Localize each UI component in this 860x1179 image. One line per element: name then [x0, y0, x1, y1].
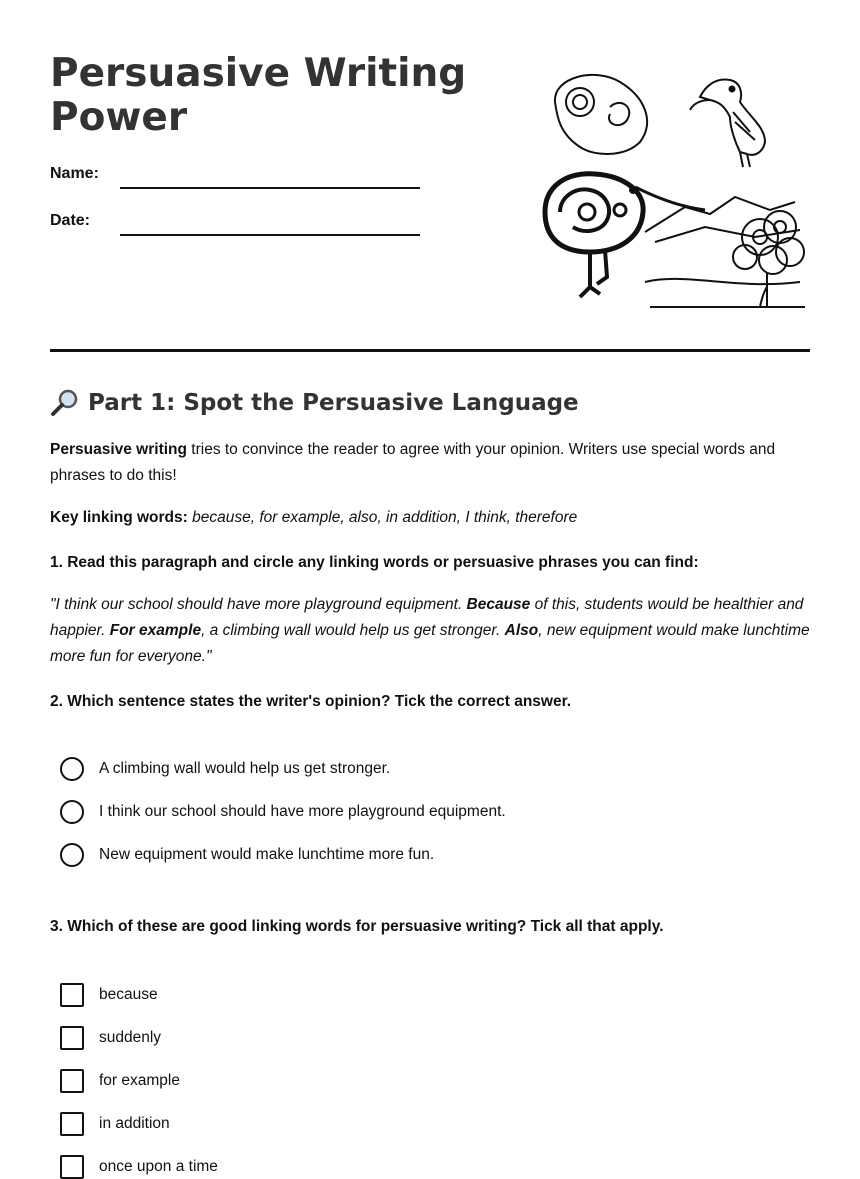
persuasive-paragraph	[50, 592, 810, 670]
checkbox[interactable]	[60, 1026, 84, 1050]
intro-paragraph	[50, 437, 810, 489]
tui-bird-icon	[690, 79, 765, 167]
maori-art-illustration	[535, 62, 815, 332]
intro-text: tries to convince the reader to agree with your opinion. Writers use special words and phrases to do this!	[50, 441, 776, 484]
key-words-line	[50, 505, 810, 531]
linking-word: Because	[466, 596, 531, 613]
linking-word: For example	[109, 622, 202, 639]
q3-option-label: because	[99, 986, 158, 1003]
q3-option[interactable]	[60, 1155, 218, 1179]
radio-button[interactable]	[60, 800, 84, 824]
q2-option-label: I think our school should have more playground equipment.	[99, 803, 506, 820]
checkbox[interactable]	[60, 1069, 84, 1093]
date-field[interactable]	[120, 234, 420, 236]
q3-option[interactable]	[60, 1026, 161, 1050]
q3-option-label: once upon a time	[99, 1158, 218, 1175]
checkbox[interactable]	[60, 1112, 84, 1136]
q2-option-label: New equipment would make lunchtime more fun.	[99, 846, 435, 863]
q3-option-label: in addition	[99, 1115, 170, 1132]
name-field[interactable]	[120, 187, 420, 189]
question-2: 2. Which sentence states the writer's opinion? Tick the correct answer.	[50, 693, 572, 710]
paragraph-text: , new equipment would make lunchtime more fun for everyone."	[50, 622, 810, 665]
tree-icon	[733, 211, 804, 307]
checkbox[interactable]	[60, 1155, 84, 1179]
q2-option-label: A climbing wall would help us get stronger.	[99, 760, 391, 777]
page-title: Persuasive Writing Power	[50, 51, 467, 140]
q2-option[interactable]	[60, 800, 506, 824]
radio-button[interactable]	[60, 843, 84, 867]
question-1: 1. Read this paragraph and circle any linking words or persuasive phrases you can find:	[50, 554, 699, 571]
key-words-label: Key linking words:	[50, 509, 188, 526]
part1-heading-text: Part 1: Spot the Persuasive Language	[88, 390, 579, 416]
q3-option[interactable]	[60, 1069, 180, 1093]
linking-word: Also	[504, 622, 539, 639]
header-divider	[50, 349, 810, 352]
landscape-icon	[645, 197, 805, 307]
q2-option[interactable]	[60, 843, 434, 867]
part1-heading	[50, 388, 579, 418]
paragraph-text: "I think our school should have more playground equipment.	[50, 596, 467, 613]
checkbox[interactable]	[60, 983, 84, 1007]
paragraph-text: , a climbing wall would help us get stronger.	[201, 622, 505, 639]
q3-option-label: for example	[99, 1072, 180, 1089]
intro-bold: Persuasive writing	[50, 441, 187, 458]
q2-option[interactable]	[60, 757, 390, 781]
key-words-list: because, for example, also, in addition, I think, therefore	[187, 509, 578, 526]
magnifying-glass-icon	[50, 388, 80, 418]
q3-option[interactable]	[60, 983, 158, 1007]
q3-option-label: suddenly	[99, 1029, 162, 1046]
radio-button[interactable]	[60, 757, 84, 781]
paragraph-text: of this, students would be healthier and happier.	[50, 596, 804, 639]
date-label: Date:	[50, 212, 91, 229]
swirl-cloud-icon	[555, 75, 647, 154]
q3-option[interactable]	[60, 1112, 170, 1136]
name-label: Name:	[50, 165, 99, 182]
question-3: 3. Which of these are good linking words for persuasive writing? Tick all that apply.	[50, 918, 664, 935]
